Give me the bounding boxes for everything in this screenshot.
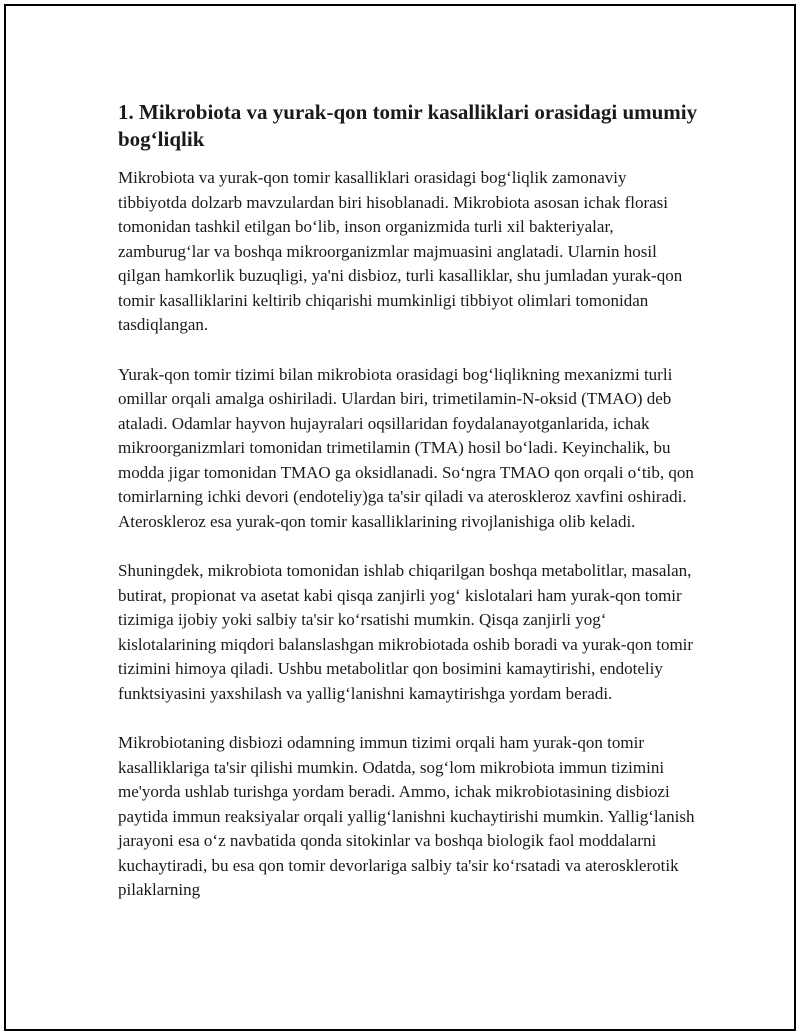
paragraph-3: Shuningdek, mikrobiota tomonidan ishlab chiqarilgan boshqa metabolitlar, masalan, butirat, propionat va asetat kabi qisqa zanjirli yog‘ kislotalari ham yurak-qon tomir tizimiga ijobiy yoki salbiy ta'sir ko‘rsatishi mumkin. Qisqa zanjirli yog‘ kislotalarining miqdori balanslashgan mikrobiotada oshib boradi va yurak-qon tomir tizimini himoya qiladi. Ushbu metabolitlar qon bosimini kamaytirishi, endoteliy funktsiyasini yaxshilash va yallig‘lanishni kamaytirishga yordam beradi. xyxy=(118,561,694,703)
document-page xyxy=(4,4,796,1031)
section-heading: 1. Mikrobiota va yurak-qon tomir kasalliklari orasidagi umumiy bog‘liqlik xyxy=(118,100,698,151)
document-body xyxy=(118,99,698,903)
paragraph-1: Mikrobiota va yurak-qon tomir kasalliklari orasidagi bog‘liqlik zamonaviy tibbiyotda dolzarb mavzulardan biri hisoblanadi. Mikrobiota asosan ichak florasi tomonidan tashkil etilgan bo‘lib, inson organizmida turli xil bakteriyalar, zamburug‘lar va boshqa mikroorganizmlar majmuasini anglatadi. Ularnin hosil qilgan hamkorlik buzuqligi, ya'ni disbioz, turli kasalliklar, shu jumladan yurak-qon tomir kasalliklarini keltirib chiqarishi mumkinligi tibbiyot olimlari tomonidan tasdiqlangan. xyxy=(118,168,683,334)
paragraph-4: Mikrobiotaning disbiozi odamning immun tizimi orqali ham yurak-qon tomir kasalliklariga ta'sir qilishi mumkin. Odatda, sog‘lom mikrobiota immun tizimini me'yorda ushlab turishga yordam beradi. Ammo, ichak mikrobiotasining disbiozi paytida immun reaksiyalar orqali yallig‘lanishni kuchaytirishi mumkin. Yallig‘lanish jarayoni esa o‘z navbatida qonda sitokinlar va boshqa biologik faol moddalarni kuchaytiradi, bu esa qon tomir devorlariga salbiy ta'sir ko‘rsatadi va aterosklerotik pilaklarning xyxy=(118,733,695,899)
paragraph-2: Yurak-qon tomir tizimi bilan mikrobiota orasidagi bog‘liqlikning mexanizmi turli omillar orqali amalga oshiriladi. Ulardan biri, trimetilamin-N-oksid (TMAO) deb ataladi. Odamlar hayvon hujayralari oqsillaridan foydalanayotganlarida, ichak mikroorganizmlari tomonidan trimetilamin (TMA) hosil bo‘ladi. Keyinchalik, bu modda jigar tomonidan TMAO ga oksidlanadi. So‘ngra TMAO qon orqali o‘tib, qon tomirlarning ichki devori (endoteliy)ga ta'sir qiladi va ateroskleroz xavfini oshiradi. Ateroskleroz esa yurak-qon tomir kasalliklarining rivojlanishiga olib keladi. xyxy=(118,364,694,531)
